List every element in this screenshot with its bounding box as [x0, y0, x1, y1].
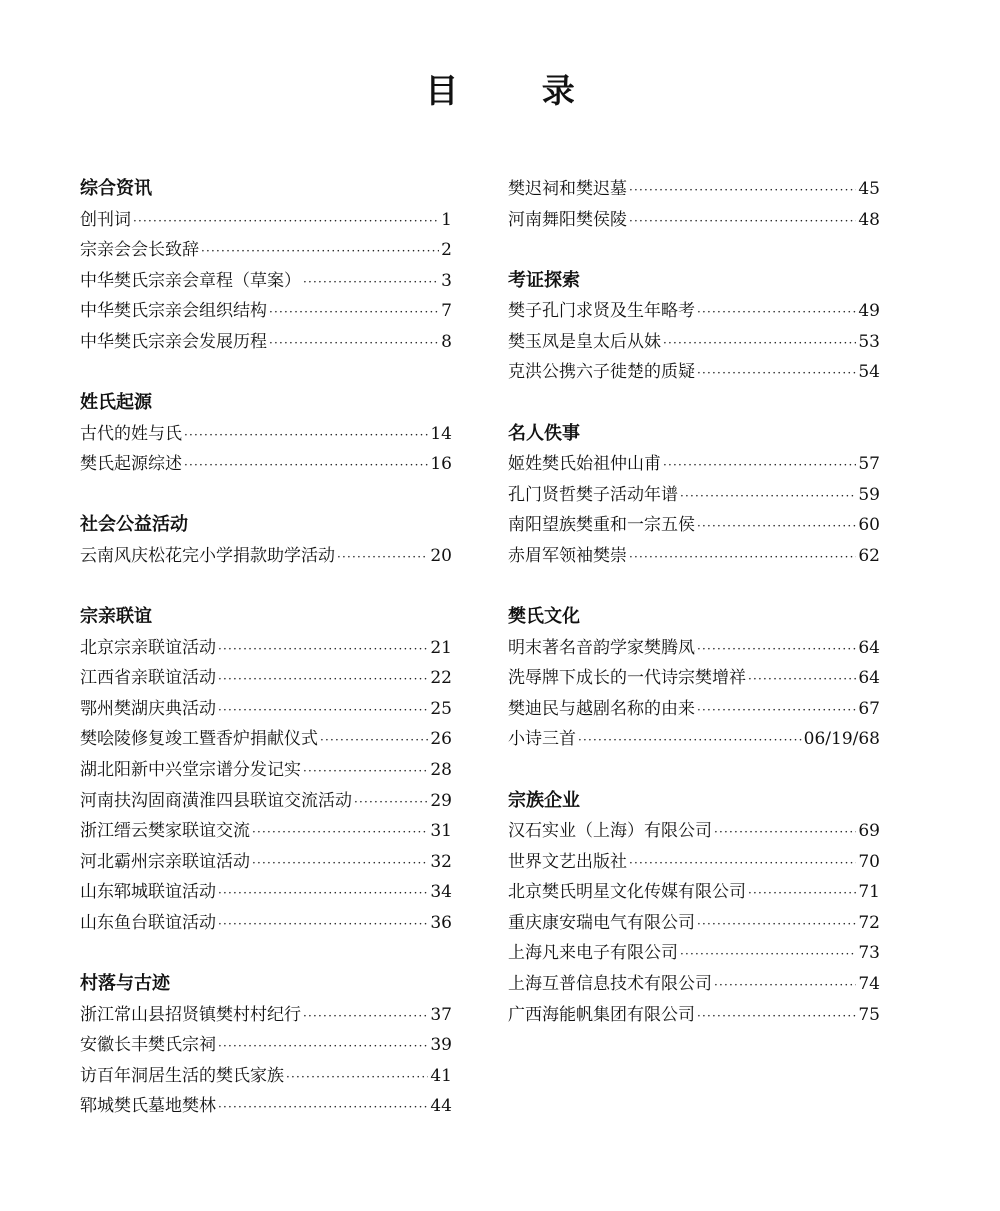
toc-entry-page-number: 67 [858, 698, 880, 719]
toc-entry-title: 洗辱牌下成长的一代诗宗樊增祥 [508, 668, 746, 689]
section-heading: 社会公益活动 [80, 514, 188, 536]
toc-entry[interactable] [508, 357, 880, 388]
toc-entry[interactable] [508, 908, 880, 939]
toc-entry-title: 中华樊氏宗亲会章程（草案） [80, 270, 301, 291]
toc-entry[interactable] [80, 419, 452, 450]
toc-entry[interactable] [508, 1000, 880, 1031]
toc-entry-page-number: 26 [430, 729, 452, 750]
toc-entry-title: 江西省亲联谊活动 [80, 668, 216, 689]
toc-entry-page-number: 3 [441, 270, 452, 291]
toc-entry-title: 古代的姓与氏 [80, 423, 182, 444]
dot-leader [748, 878, 856, 908]
toc-entry[interactable] [80, 1000, 452, 1031]
dot-leader [303, 267, 439, 297]
dot-leader [218, 634, 428, 664]
dot-leader [697, 297, 856, 327]
toc-entry[interactable] [80, 235, 452, 266]
toc-entry-page-number: 22 [430, 668, 452, 689]
toc-entry[interactable] [80, 205, 452, 236]
toc-entry[interactable] [80, 908, 452, 939]
dot-leader [748, 664, 856, 694]
dot-leader [680, 939, 856, 969]
toc-entry-title: 重庆康安瑞电气有限公司 [508, 912, 695, 933]
section-heading: 樊氏文化 [508, 606, 580, 628]
dot-leader [663, 450, 856, 480]
toc-entry-page-number: 75 [858, 1004, 880, 1025]
toc-entry-page-number: 29 [430, 790, 452, 811]
toc-entry-page-number: 70 [858, 851, 880, 872]
toc-entry-page-number: 57 [858, 454, 880, 475]
toc-entry-title: 樊迟祠和樊迟墓 [508, 179, 627, 199]
toc-entry-title: 中华樊氏宗亲会组织结构 [80, 301, 267, 322]
toc-entry-title: 姬姓樊氏始祖仲山甫 [508, 454, 661, 475]
dot-leader [201, 236, 439, 266]
dot-leader [286, 1062, 428, 1092]
toc-entry-page-number: 32 [430, 851, 452, 872]
dot-leader [680, 481, 856, 511]
toc-entry-title: 北京宗亲联谊活动 [80, 637, 216, 658]
dot-leader [252, 848, 428, 878]
toc-entry-title: 山东鱼台联谊活动 [80, 912, 216, 933]
toc-entry-title: 孔门贤哲樊子活动年谱 [508, 484, 678, 505]
dot-leader [269, 297, 439, 327]
toc-entry-page-number: 21 [430, 637, 452, 658]
toc-entry[interactable] [508, 541, 880, 572]
toc-entry-page-number: 20 [430, 545, 452, 566]
toc-entry-title: 宗亲会会长致辞 [80, 240, 199, 261]
toc-entry[interactable] [508, 296, 880, 327]
dot-leader [354, 787, 428, 817]
toc-entry-page-number: 14 [430, 423, 452, 444]
toc-entry[interactable] [80, 449, 452, 480]
toc-entry[interactable] [508, 847, 880, 878]
toc-entry-title: 鄂州樊湖庆典活动 [80, 698, 216, 719]
toc-entry-title: 樊玉凤是皇太后从妹 [508, 331, 661, 352]
toc-entry[interactable] [508, 969, 880, 1000]
section-heading: 宗亲联谊 [80, 606, 152, 628]
dot-leader [218, 695, 428, 725]
toc-entry[interactable] [80, 1091, 452, 1122]
toc-section [80, 174, 452, 358]
section-heading: 村落与古迹 [80, 973, 170, 995]
toc-entry[interactable] [80, 755, 452, 786]
toc-entry-title: 河北霸州宗亲联谊活动 [80, 851, 250, 872]
toc-entry-title: 樊哙陵修复竣工暨香炉捐献仪式 [80, 729, 318, 750]
toc-entry[interactable] [80, 786, 452, 817]
toc-entry[interactable] [508, 724, 880, 755]
toc-entry-page-number: 8 [441, 331, 452, 352]
toc-entry-page-number: 69 [858, 821, 880, 842]
toc-section [80, 510, 452, 571]
dot-leader [133, 206, 439, 236]
toc-entry-title: 创刊词 [80, 209, 131, 230]
toc-entry-page-number: 37 [430, 1004, 452, 1025]
dot-leader [269, 328, 439, 358]
toc-entry-page-number: 73 [858, 943, 880, 964]
toc-entry[interactable] [508, 663, 880, 694]
dot-leader [697, 695, 856, 725]
toc-entry-page-number: 53 [858, 331, 880, 352]
toc-entry-page-number: 34 [430, 882, 452, 903]
toc-entry-page-number: 59 [858, 484, 880, 505]
dot-leader [697, 358, 856, 388]
toc-entry-title: 上海凡来电子有限公司 [508, 943, 678, 964]
dot-leader [578, 725, 802, 755]
page-title: 目 录 [425, 71, 611, 110]
dot-leader [629, 175, 856, 205]
section-heading: 名人佚事 [508, 422, 580, 444]
toc-section [508, 602, 880, 755]
toc-entry[interactable] [80, 724, 452, 755]
dot-leader [218, 878, 428, 908]
dot-leader [629, 206, 856, 236]
toc-entry[interactable] [508, 938, 880, 969]
dot-leader [252, 817, 428, 847]
dot-leader [714, 970, 856, 1000]
toc-entry[interactable] [80, 877, 452, 908]
toc-entry-title: 樊子孔门求贤及生年略考 [508, 301, 695, 322]
toc-entry-title: 小诗三首 [508, 729, 576, 750]
toc-entry-page-number: 25 [430, 698, 452, 719]
toc-entry[interactable] [508, 327, 880, 358]
dot-leader [184, 420, 428, 450]
toc-entry[interactable] [80, 847, 452, 878]
dot-leader [218, 909, 428, 939]
toc-entry-page-number: 39 [430, 1035, 452, 1056]
toc-entry[interactable] [80, 663, 452, 694]
toc-section [508, 266, 880, 388]
dot-leader [320, 725, 428, 755]
toc-entry-page-number: 64 [858, 637, 880, 658]
toc-entry[interactable] [508, 877, 880, 908]
dot-leader [629, 542, 856, 572]
toc-section [508, 174, 880, 235]
toc-entry[interactable] [80, 266, 452, 297]
toc-section [508, 786, 880, 1031]
toc-entry-page-number: 06/19/68 [803, 729, 880, 750]
toc-entry-title: 樊迪民与越剧名称的由来 [508, 698, 695, 719]
toc-entry[interactable] [508, 205, 880, 236]
toc-entry-page-number: 71 [858, 882, 880, 903]
dot-leader [337, 542, 428, 572]
dot-leader [303, 1001, 428, 1031]
toc-entry-page-number: 49 [858, 301, 880, 322]
dot-leader [629, 848, 856, 878]
toc-left-column [80, 174, 452, 1153]
toc-entry-title: 明末著名音韵学家樊腾凤 [508, 637, 695, 658]
toc-entry-title: 山东郓城联谊活动 [80, 882, 216, 903]
toc-entry[interactable] [80, 541, 452, 572]
toc-entry-page-number: 41 [430, 1065, 452, 1086]
toc-entry-page-number: 28 [430, 760, 452, 780]
toc-entry-page-number: 2 [441, 240, 452, 261]
toc-entry-page-number: 62 [858, 545, 880, 566]
section-heading: 宗族企业 [508, 789, 580, 811]
toc-entry-page-number: 7 [441, 301, 452, 322]
toc-entry-title: 河南扶沟固商潢淮四县联谊交流活动 [80, 790, 352, 811]
toc-entry-page-number: 54 [858, 362, 880, 383]
toc-entry-title: 南阳望族樊重和一宗五侯 [508, 515, 695, 536]
toc-entry-title: 樊氏起源综述 [80, 454, 182, 475]
dot-leader [697, 1001, 856, 1031]
toc-entry[interactable] [508, 816, 880, 847]
toc-entry-title: 安徽长丰樊氏宗祠 [80, 1035, 216, 1056]
toc-entry[interactable] [508, 510, 880, 541]
toc-entry[interactable] [508, 480, 880, 511]
toc-entry-title: 浙江常山县招贤镇樊村村纪行 [80, 1004, 301, 1025]
dot-leader [663, 328, 856, 358]
toc-entry-title: 云南风庆松花完小学捐款助学活动 [80, 545, 335, 566]
toc-entry-page-number: 16 [430, 454, 452, 475]
dot-leader [697, 634, 856, 664]
toc-section [508, 419, 880, 572]
toc-entry-title: 浙江缙云樊家联谊交流 [80, 821, 250, 842]
toc-entry[interactable] [80, 1061, 452, 1092]
dot-leader [218, 1092, 428, 1122]
dot-leader [697, 909, 856, 939]
toc-entry[interactable] [508, 633, 880, 664]
toc-entry-page-number: 36 [430, 912, 452, 933]
dot-leader [218, 664, 428, 694]
toc-entry[interactable] [508, 174, 880, 205]
toc-entry-page-number: 60 [858, 515, 880, 536]
toc-entry[interactable] [80, 816, 452, 847]
toc-entry-page-number: 45 [858, 179, 880, 199]
toc-entry[interactable] [80, 694, 452, 725]
toc-entry[interactable] [508, 449, 880, 480]
section-heading: 综合资讯 [80, 178, 152, 199]
toc-entry-page-number: 48 [858, 209, 880, 230]
dot-leader [218, 1031, 428, 1061]
toc-entry[interactable] [80, 296, 452, 327]
toc-entry-page-number: 74 [858, 974, 880, 995]
toc-entry-title: 汉石实业（上海）有限公司 [508, 821, 712, 842]
toc-entry-page-number: 72 [858, 912, 880, 933]
toc-entry-title: 广西海能帆集团有限公司 [508, 1004, 695, 1025]
toc-entry[interactable] [80, 327, 452, 358]
toc-entry[interactable] [80, 633, 452, 664]
toc-entry-page-number: 44 [430, 1096, 452, 1117]
toc-section [80, 388, 452, 480]
toc-entry-title: 上海互普信息技术有限公司 [508, 974, 712, 995]
dot-leader [697, 511, 856, 541]
toc-entry[interactable] [508, 694, 880, 725]
toc-entry-title: 克洪公携六子徙楚的质疑 [508, 362, 695, 383]
toc-entry-title: 赤眉军领袖樊崇 [508, 545, 627, 566]
toc-entry-title: 北京樊氏明星文化传媒有限公司 [508, 882, 746, 903]
toc-entry[interactable] [80, 1030, 452, 1061]
section-heading: 姓氏起源 [80, 392, 152, 414]
dot-leader [714, 817, 856, 847]
dot-leader [184, 450, 428, 480]
toc-entry-page-number: 64 [858, 668, 880, 689]
toc-section [80, 602, 452, 939]
toc-entry-title: 湖北阳新中兴堂宗谱分发记实 [80, 760, 301, 780]
toc-entry-page-number: 31 [430, 821, 452, 842]
toc-entry-title: 访百年洞居生活的樊氏家族 [80, 1065, 284, 1086]
toc-entry-title: 世界文艺出版社 [508, 851, 627, 872]
toc-entry-title: 河南舞阳樊侯陵 [508, 209, 627, 230]
toc-right-column [508, 174, 880, 1061]
dot-leader [303, 756, 428, 786]
toc-entry-title: 郓城樊氏墓地樊林 [80, 1096, 216, 1117]
toc-entry-title: 中华樊氏宗亲会发展历程 [80, 331, 267, 352]
toc-section [80, 969, 452, 1122]
section-heading: 考证探索 [508, 269, 580, 291]
toc-entry-page-number: 1 [441, 209, 452, 230]
